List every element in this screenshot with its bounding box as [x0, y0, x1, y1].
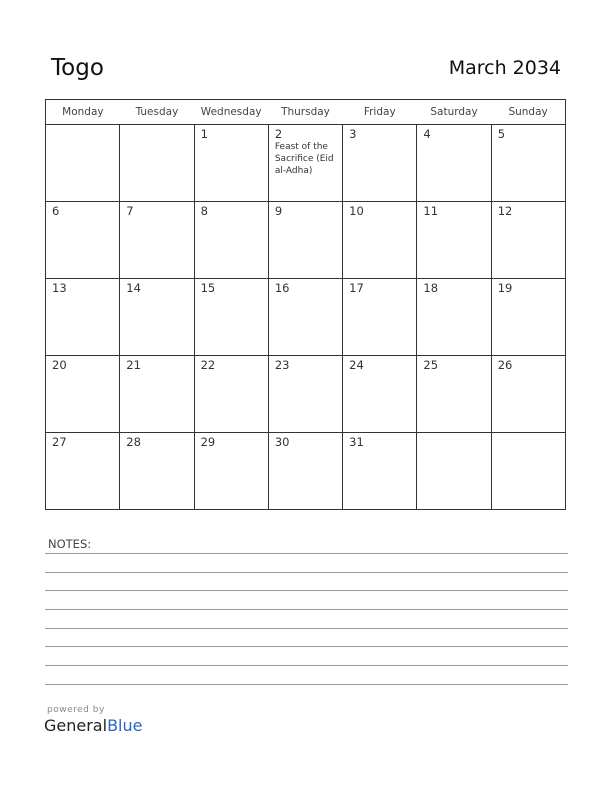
day-number: 11 — [423, 204, 439, 218]
day-cell — [194, 356, 268, 433]
day-number: 29 — [200, 435, 216, 449]
week-row — [46, 433, 566, 510]
day-cell — [46, 279, 120, 356]
weekday-header-row — [46, 100, 566, 125]
weekday-sunday: Sunday — [491, 100, 565, 125]
day-number: 22 — [200, 358, 216, 372]
day-cell — [46, 202, 120, 279]
powered-by-text: powered by — [47, 705, 105, 715]
day-cell — [491, 125, 565, 202]
day-number: 5 — [497, 127, 506, 141]
day-number: 28 — [126, 435, 141, 449]
day-cell — [46, 356, 120, 433]
day-number: 17 — [349, 281, 364, 295]
day-cell — [268, 356, 342, 433]
day-number: 10 — [349, 204, 364, 218]
country-title: Togo — [51, 55, 104, 81]
day-number: 23 — [274, 358, 290, 372]
day-cell — [120, 279, 194, 356]
day-cell — [343, 202, 417, 279]
day-number: 13 — [52, 281, 67, 295]
day-number: 6 — [52, 204, 60, 218]
day-number: 20 — [52, 358, 67, 372]
day-cell — [268, 279, 342, 356]
day-number: 16 — [274, 281, 290, 295]
day-number: 8 — [200, 204, 208, 218]
day-number: 12 — [497, 204, 513, 218]
day-cell — [268, 433, 342, 510]
generalblue-logo[interactable] — [44, 716, 142, 735]
day-number: 2 — [274, 127, 283, 141]
calendar-grid — [45, 99, 566, 510]
notes-line — [45, 684, 568, 685]
notes-line — [45, 646, 568, 647]
day-cell — [194, 125, 268, 202]
weekday-wednesday: Wednesday — [194, 100, 268, 125]
day-cell — [417, 202, 491, 279]
day-cell — [491, 356, 565, 433]
week-row — [46, 125, 566, 202]
week-row — [46, 202, 566, 279]
weekday-thursday: Thursday — [268, 100, 342, 125]
day-number: 31 — [349, 435, 364, 449]
notes-line — [45, 628, 568, 629]
weekday-saturday: Saturday — [417, 100, 491, 125]
day-number: 1 — [200, 127, 208, 141]
day-number: 18 — [423, 281, 439, 295]
day-number: 25 — [423, 358, 439, 372]
empty-day-cell — [46, 125, 120, 202]
day-cell — [46, 433, 120, 510]
notes-line — [45, 609, 568, 610]
day-cell — [194, 202, 268, 279]
day-number: 9 — [274, 204, 283, 218]
day-cell — [343, 279, 417, 356]
day-number: 15 — [200, 281, 216, 295]
day-cell — [417, 279, 491, 356]
day-cell — [343, 356, 417, 433]
day-cell — [417, 356, 491, 433]
brand-blue: Blue — [107, 716, 143, 735]
day-cell — [194, 279, 268, 356]
empty-day-cell — [491, 433, 565, 510]
day-number: 19 — [497, 281, 513, 295]
day-cell — [120, 356, 194, 433]
day-cell — [120, 202, 194, 279]
weekday-friday: Friday — [343, 100, 417, 125]
day-number: 21 — [126, 358, 141, 372]
day-number: 4 — [423, 127, 431, 141]
week-row — [46, 356, 566, 433]
brand-general: General — [44, 716, 108, 735]
day-cell — [417, 125, 491, 202]
notes-line — [45, 665, 568, 666]
notes-line — [45, 553, 568, 554]
day-cell — [120, 433, 194, 510]
week-row — [46, 279, 566, 356]
day-cell — [268, 125, 342, 202]
weekday-tuesday: Tuesday — [120, 100, 194, 125]
day-number: 30 — [274, 435, 290, 449]
month-year-title: March 2034 — [448, 57, 561, 79]
empty-day-cell — [417, 433, 491, 510]
day-number: 27 — [52, 435, 67, 449]
day-cell — [194, 433, 268, 510]
day-cell — [268, 202, 342, 279]
notes-line — [45, 590, 568, 591]
day-number: 26 — [497, 358, 513, 372]
empty-day-cell — [120, 125, 194, 202]
day-cell — [491, 279, 565, 356]
day-cell — [343, 433, 417, 510]
weekday-monday: Monday — [46, 100, 120, 125]
day-number: 7 — [126, 204, 134, 218]
day-number: 3 — [349, 127, 357, 141]
holiday-event: Feast of the Sacrifice (Eid al-Adha) — [274, 142, 334, 176]
notes-line — [45, 572, 568, 573]
day-cell — [491, 202, 565, 279]
day-number: 14 — [126, 281, 141, 295]
day-number: 24 — [349, 358, 364, 372]
notes-label: NOTES: — [48, 537, 92, 551]
day-cell — [343, 125, 417, 202]
